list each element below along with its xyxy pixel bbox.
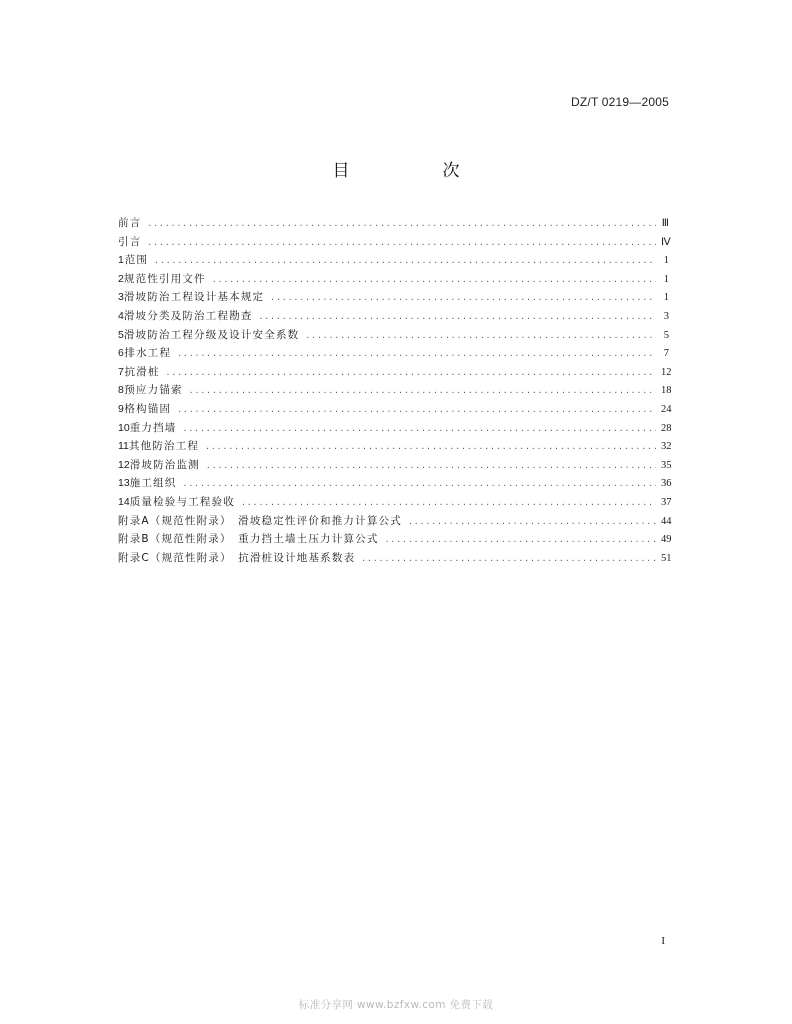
toc-entry-page: 36 [661, 478, 672, 490]
toc-entry-number: 7 [118, 365, 124, 378]
document-code: DZ/T 0219—2005 [571, 95, 669, 109]
toc-entry-number: 14 [118, 495, 130, 508]
toc-entry-label: 前言 [118, 217, 142, 229]
toc-entry-number: 8 [118, 384, 124, 397]
toc-entry[interactable] [118, 549, 672, 568]
toc-entry[interactable] [118, 400, 672, 419]
watermark-text: 标准分享网 www.bzfxw.com 免费下载 [298, 999, 494, 1011]
toc-entry-page: 37 [661, 496, 672, 508]
toc-entry-label: 预应力锚索 [124, 384, 183, 397]
toc-dot-leader [177, 401, 656, 420]
toc-entry[interactable] [118, 437, 672, 456]
toc-entry-label: 附录B（规范性附录） 重力挡土墙土压力计算公式 [118, 533, 379, 546]
toc-dot-leader [385, 531, 656, 550]
toc-title: 目 次 [332, 161, 498, 181]
toc-entry-number: 4 [118, 309, 124, 322]
toc-entry[interactable] [118, 326, 669, 345]
toc-entry[interactable] [118, 381, 672, 400]
toc-dot-leader [189, 382, 656, 401]
toc-entry-label: 施工组织 [129, 477, 177, 490]
toc-entry-page: Ⅲ [661, 218, 669, 229]
page-number: I [661, 935, 665, 947]
toc-entry-label: 排水工程 [124, 347, 172, 360]
toc-entry-page: 24 [661, 403, 672, 415]
toc-entry-number: 9 [118, 402, 124, 415]
toc-entry[interactable] [118, 251, 669, 270]
toc-entry[interactable] [118, 493, 672, 512]
toc-entry-label: 其他防治工程 [128, 440, 200, 453]
toc-entry-number: 12 [118, 458, 130, 471]
toc-dot-leader [361, 550, 656, 569]
toc-entry-number: 2 [118, 272, 124, 285]
toc-dot-leader [147, 215, 656, 234]
toc-dot-leader [183, 475, 657, 494]
toc-entry[interactable] [118, 288, 669, 307]
toc-entry-number: 3 [118, 291, 124, 304]
toc-dot-leader [183, 420, 657, 439]
toc-entry-label: 重力挡墙 [129, 421, 177, 434]
toc-dot-leader [205, 438, 656, 457]
toc-dot-leader [408, 513, 656, 532]
toc-entry-number: 13 [118, 477, 130, 490]
toc-entry[interactable] [118, 270, 669, 289]
toc-dot-leader [241, 494, 656, 513]
toc-dot-leader [206, 457, 656, 476]
toc-entry-page: 32 [661, 441, 672, 453]
toc-entry-label: 滑坡防治工程分级及设计安全系数 [123, 328, 300, 341]
toc-entry[interactable] [118, 233, 669, 252]
toc-entry-page: 7 [663, 348, 669, 360]
toc-entry-page: 18 [661, 385, 672, 397]
toc-entry[interactable] [118, 530, 672, 549]
toc-entry-page: 1 [663, 255, 669, 267]
toc-entry-label: 滑坡防治监测 [129, 458, 200, 471]
toc-entry-page: 35 [661, 459, 672, 471]
toc-entry[interactable] [118, 456, 672, 475]
toc-entry[interactable] [118, 419, 672, 438]
toc-entry-page: 49 [661, 534, 672, 546]
toc-dot-leader [166, 364, 656, 383]
toc-entry-page: 44 [661, 515, 672, 527]
toc-entry-label: 滑坡分类及防治工程勘查 [123, 309, 253, 322]
toc-entry-label: 附录C（规范性附录） 抗滑桩设计地基系数表 [118, 551, 356, 564]
toc-entry-number: 5 [118, 328, 124, 341]
toc-entry-label: 范围 [124, 254, 149, 267]
toc-entry-number: 1 [118, 254, 124, 267]
toc-entry-number: 10 [118, 421, 130, 434]
toc-entry-label: 引言 [118, 235, 142, 248]
toc-entry-number: 6 [118, 347, 124, 360]
toc-entry-page: 12 [661, 366, 672, 378]
toc-entry[interactable] [118, 363, 672, 382]
toc-dot-leader [147, 234, 656, 253]
toc-entry-label: 滑坡防治工程设计基本规定 [123, 291, 265, 304]
toc-dot-leader [177, 345, 656, 364]
toc-dot-leader [259, 308, 656, 327]
toc-entry[interactable] [118, 307, 669, 326]
toc-entry-page: 5 [663, 329, 669, 341]
toc-entry-page: 28 [661, 422, 672, 434]
toc-entry-page: 51 [661, 552, 672, 564]
toc-dot-leader [154, 252, 656, 271]
toc-entry-label: 质量检验与工程验收 [129, 495, 235, 508]
toc-dot-leader [212, 271, 656, 290]
toc-entry-page: 3 [663, 310, 669, 322]
toc-entry-page: 1 [663, 292, 669, 304]
table-of-contents [118, 214, 672, 567]
toc-entry-number: 11 [118, 440, 129, 453]
toc-entry-label: 抗滑桩 [124, 365, 160, 378]
toc-entry-label: 附录A（规范性附录） 滑坡稳定性评价和推力计算公式 [118, 514, 402, 527]
toc-entry[interactable] [118, 214, 669, 233]
toc-entry-page: 1 [663, 273, 669, 285]
toc-dot-leader [305, 327, 656, 346]
toc-entry[interactable] [118, 512, 672, 531]
toc-entry-page: Ⅳ [661, 236, 671, 248]
toc-entry-label: 格构锚固 [124, 402, 172, 415]
toc-entry-label: 规范性引用文件 [123, 272, 206, 285]
toc-dot-leader [270, 289, 656, 308]
toc-entry[interactable] [118, 474, 672, 493]
toc-entry[interactable] [118, 344, 669, 363]
